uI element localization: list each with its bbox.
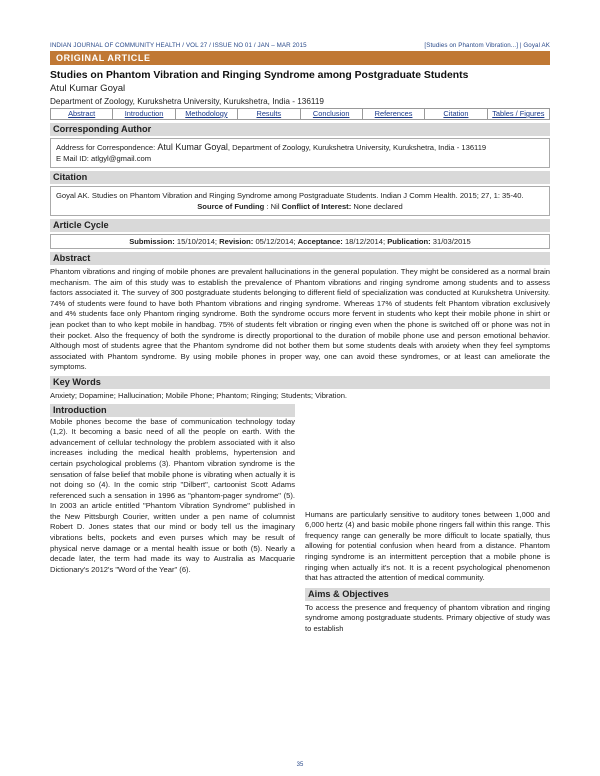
nav-link-introduction[interactable]: Introduction <box>113 109 175 119</box>
correspondence-prefix: Address for Correspondence: <box>56 143 158 152</box>
nav-link-references[interactable]: References <box>363 109 425 119</box>
introduction-paragraph-2: Humans are particularly sensitive to auditory tones between 1,000 and 6,000 hertz (4) and basic mobile phone ringers fall within this range. This frequency range can generally be more difficult to locate spatially, thus allowing for potential confusion when heard from a distance. Phantom ringing syndrome is an intermittent perception that a mobile phone is ringing when actually it's not. It is a recent psychological phenomenon that has attracted the attention of medical community. <box>305 509 550 583</box>
nav-link-methodology[interactable]: Methodology <box>176 109 238 119</box>
funding-label: Source of Funding <box>197 202 265 211</box>
introduction-paragraph-1-cont <box>305 404 550 510</box>
correspondence-address <box>56 142 544 153</box>
acceptance-label: Acceptance: <box>297 237 343 246</box>
author-name: Atul Kumar Goyal <box>50 83 126 94</box>
conflict-value: None declared <box>351 202 403 211</box>
nav-link-results[interactable]: Results <box>238 109 300 119</box>
lifecycle-dates <box>50 234 550 249</box>
right-column <box>305 404 550 691</box>
abstract-text: Phantom vibrations and ringing of mobile phones are prevalent hallucinations in the general population. They might be considered as a normal brain mechanism. The aim of this study was to establish the prevalence of Phantom vibrations and ringing syndrome among students and to assess factors associated it. The survey of 300 postgraduate students belonging to different field of specialization was conducted at Kurukshetra University. 74% of students were found to have both Phantom vibrations and ringing syndrome. Whereas 17% of students felt Phantom vibration exclusively and 4% students face only Phantom ringing syndrome. Both the syndrome occurs more fervent in students who kept their mobile phone in shirt or jean pocket than to who kept mobile in handbag. 75% of students felt vibration or ringing even when the phone is switched off or phone was not in their pocket. Also the frequency of both the syndrome is directly proportional to the duration of mobile phone use and person emotional behavior. Although most of students agree that the Phantom syndrome did not bother them but some students deals with anxiety when they feel symptoms associated with Phantom syndrome. By using mobile phones in proper way, one can avoid these syndromes, or at least can ameliorate the symptoms. <box>50 267 550 372</box>
correspondence-name: Atul Kumar Goyal <box>157 142 228 152</box>
citation-box <box>50 186 550 216</box>
left-column <box>50 404 295 691</box>
keywords-text: Anxiety; Dopamine; Hallucination; Mobile Phone; Phantom; Ringing; Students; Vibration. <box>50 390 348 400</box>
journal-page <box>50 40 550 691</box>
revision-date: 05/12/2014; <box>253 237 298 246</box>
two-column-body <box>50 404 550 691</box>
funding-value: : Nil <box>264 202 282 211</box>
introduction-heading: Introduction <box>50 404 295 417</box>
publication-date: 31/03/2015 <box>430 237 471 246</box>
running-head-journal: INDIAN JOURNAL OF COMMUNITY HEALTH / VOL 27 / ISSUE NO 01 / JAN – MAR 2015 <box>50 41 307 49</box>
introduction-paragraph-1: Mobile phones become the base of communication technology today (1,2). It becoming a basic need of all the people on earth. With the advancement of cellular technology the problem associated with it also increases including the medical health problems, hypertension and certain psychological problems (3). Phantom vibration syndrome is the sensation of false belief that mobile phone is vibrating when actually it is not doing so (4). In the comic strip "Dilbert", cartoonist Scott Adams referenced such a sensation in 1996 as "phantom-pager syndrome" (5). In 2003 an article entitled "Phantom Vibration Syndrome" published in the New Pittsburgh Courier, written under a pen name of columnist Robert D. Jones states that our mind or body tell us the imaginary vibrations belts, pockets and even purses which may be result of physical nerve damage or a mental health issue or both (5). Nearly a decade later, the term had made its way to Australia as Macquarie Dictionary's 2012's "Word of the Year" (6). <box>50 416 295 574</box>
correspondence-address-text: , Department of Zoology, Kurukshetra University, Kurukshetra, India - 136119 <box>227 143 487 152</box>
article-type-banner: ORIGINAL ARTICLE <box>50 51 550 65</box>
lifecycle-heading: Article Cycle <box>50 219 550 232</box>
keywords-heading: Key Words <box>50 376 550 389</box>
funding-line <box>56 201 544 212</box>
author-affiliation: Department of Zoology, Kurukshetra University, Kurukshetra, India - 136119 <box>50 97 324 106</box>
correspondence-email: E Mail ID: atlgyl@gmail.com <box>56 154 152 163</box>
running-head-article: [Studies on Phantom Vibration...] | Goyal AK <box>424 41 550 49</box>
aims-heading: Aims & Objectives <box>305 588 550 601</box>
citation-text: Goyal AK. Studies on Phantom Vibration and Ringing Syndrome among Postgraduate Students. Indian J Comm Health. 2015; 27, 1: 35-40. <box>56 191 524 200</box>
citation-heading: Citation <box>50 171 550 184</box>
corresponding-box <box>50 138 550 168</box>
nav-link-tables-figures[interactable]: Tables / Figures <box>492 109 545 118</box>
page-number: 35 <box>296 762 304 768</box>
submission-label: Submission: <box>129 237 175 246</box>
running-head <box>50 40 550 50</box>
corresponding-heading: Corresponding Author <box>50 123 550 136</box>
article-title: Studies on Phantom Vibration and Ringing Syndrome among Postgraduate Students <box>50 70 469 81</box>
abstract-heading: Abstract <box>50 252 550 265</box>
acceptance-date: 18/12/2014; <box>342 237 388 246</box>
aims-text: To access the presence and frequency of phantom vibration and ringing syndrome among postgraduate students. Primary objective of study was to establish <box>305 602 550 633</box>
revision-label: Revision: <box>219 237 254 246</box>
nav-link-abstract[interactable]: Abstract <box>51 109 113 119</box>
nav-link-citation[interactable]: Citation <box>425 109 487 119</box>
submission-date: 15/10/2014; <box>174 237 220 246</box>
nav-link-conclusion[interactable]: Conclusion <box>301 109 363 119</box>
conflict-label: Conflict of Interest: <box>281 202 352 211</box>
publication-label: Publication: <box>387 237 431 246</box>
section-nav <box>50 108 550 120</box>
